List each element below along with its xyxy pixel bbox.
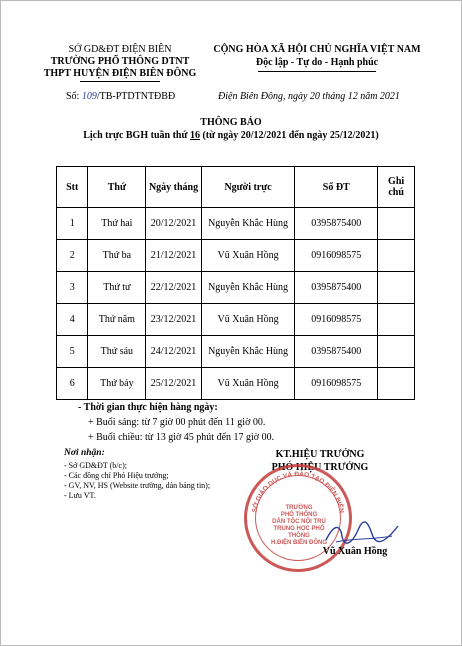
schedule-afternoon: + Buổi chiều: từ 13 giờ 45 phút đến 17 giờ 00. [88,432,275,443]
cell-date: 20/12/2021 [146,208,202,240]
cell-note [378,336,415,368]
doc-number-suffix: /TB-PTDTNTĐBĐ [96,91,176,102]
stamp-line: TRUNG HỌC PHỔ THÔNG [273,526,325,539]
subtitle-prefix: Lịch trực BGH tuần thứ [83,130,190,141]
cell-stt: 4 [57,304,88,336]
cell-stt: 1 [57,208,88,240]
doc-number-prefix: Số: [66,91,82,102]
header-school-line2: THPT HUYỆN ĐIỆN BIÊN ĐÔNG [43,68,197,79]
cell-date: 21/12/2021 [146,240,202,272]
header-school-line1: TRƯỜNG PHỔ THÔNG DTNT [50,56,190,67]
header-note: Ghi chú [378,167,415,208]
cell-weekday: Thứ ba [88,240,146,272]
cell-weekday: Thứ sáu [88,336,146,368]
doc-number-handwritten: 109 [81,91,97,102]
recipients-title: Nơi nhận: [64,448,105,458]
cell-date: 22/12/2021 [146,272,202,304]
schedule-table [56,166,415,400]
cell-date: 23/12/2021 [146,304,202,336]
cell-note [378,304,415,336]
table-row [57,272,415,304]
cell-weekday: Thứ tư [88,272,146,304]
table-row [57,208,415,240]
table-row [57,368,415,400]
subtitle-week: 16 [189,130,200,141]
cell-person: Vũ Xuân Hồng [201,304,294,336]
header-stt: Stt [57,167,88,208]
stamp-outer-text: SỞ GIÁO DỤC VÀ ĐÀO TẠO ĐIỆN BIÊN [251,470,345,514]
cell-stt: 3 [57,272,88,304]
place-date: Điện Biên Đông, ngày 20 tháng 12 năm 2021 [218,91,400,102]
cell-note [378,240,415,272]
cell-person: Vũ Xuân Hồng [201,240,294,272]
signature-line2: PHÓ HIỆU TRƯỞNG [271,462,369,473]
cell-phone: 0916098575 [295,240,378,272]
cell-date: 24/12/2021 [146,336,202,368]
cell-phone: 0916098575 [295,368,378,400]
table-row [57,304,415,336]
recipient-item: - GV, NV, HS (Website trường, dán bảng tin); [64,481,211,490]
doc-subtitle [0,130,462,141]
cell-person: Nguyễn Khắc Hùng [201,208,294,240]
cell-phone: 0395875400 [295,336,378,368]
doc-number [66,91,175,102]
stamp-line: PHỔ THÔNG [280,512,318,518]
header-date: Ngày tháng [146,167,202,208]
table-header-row [57,167,415,208]
stamp-line: TRƯỜNG [285,505,313,511]
signature-name: Vũ Xuân Hồng [322,546,388,557]
recipient-item: - Các đồng chí Phó Hiệu trưởng; [64,471,169,480]
header-dept: SỞ GD&ĐT ĐIỆN BIÊN [68,44,172,55]
stamp-center [269,505,329,547]
cell-note [378,368,415,400]
signature-line1: KT.HIỆU TRƯỞNG [275,449,365,460]
recipient-item: - Sở GD&ĐT (b/c); [64,461,127,470]
stamp-line: DÂN TỘC NỘI TRÚ [272,519,326,525]
table-row [57,336,415,368]
cell-date: 25/12/2021 [146,368,202,400]
cell-stt: 6 [57,368,88,400]
cell-phone: 0395875400 [295,208,378,240]
header-person: Người trực [201,167,294,208]
header-right-underline [258,71,376,72]
cell-person: Vũ Xuân Hồng [201,368,294,400]
handwritten-signature [322,518,402,548]
schedule-morning: + Buổi sáng: từ 7 giờ 00 phút đến 11 giờ 00. [88,417,266,428]
header-weekday: Thứ [88,167,146,208]
header-motto: Độc lập - Tự do - Hạnh phúc [255,57,379,68]
stamp-line: H.ĐIỆN BIÊN ĐÔNG [270,540,327,546]
cell-weekday: Thứ hai [88,208,146,240]
cell-note [378,272,415,304]
doc-title: THÔNG BÁO [200,117,262,128]
recipient-item: - Lưu VT. [64,491,96,500]
header-phone: Số ĐT [295,167,378,208]
cell-person: Nguyễn Khắc Hùng [201,272,294,304]
cell-phone: 0395875400 [295,272,378,304]
cell-phone: 0916098575 [295,304,378,336]
cell-weekday: Thứ bảy [88,368,146,400]
header-left-underline [80,81,160,82]
header-country: CỘNG HÒA XÃ HỘI CHỦ NGHĨA VIỆT NAM [213,44,421,55]
cell-person: Nguyễn Khắc Hùng [201,336,294,368]
cell-stt: 5 [57,336,88,368]
schedule-heading: - Thời gian thực hiện hàng ngày: [78,402,218,413]
cell-note [378,208,415,240]
cell-stt: 2 [57,240,88,272]
table-row [57,240,415,272]
cell-weekday: Thứ năm [88,304,146,336]
subtitle-range: (từ ngày 20/12/2021 đến ngày 25/12/2021) [199,130,379,141]
